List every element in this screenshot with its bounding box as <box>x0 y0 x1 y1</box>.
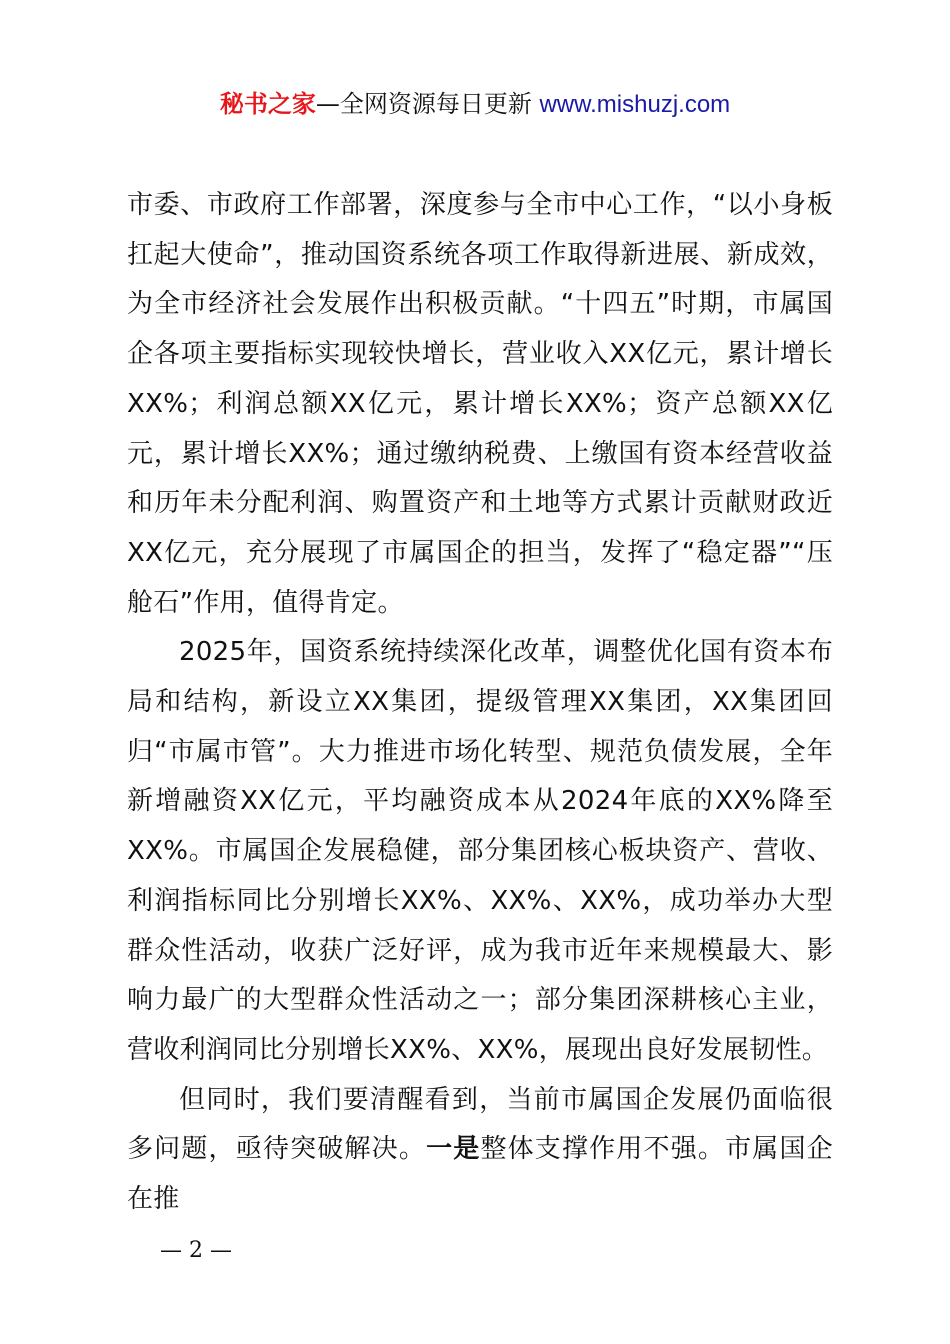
document-body <box>127 181 833 1225</box>
paragraph-1: 市委、市政府工作部署，深度参与全市中心工作，“以小身板扛起大使命”，推动国资系统各项工作取得新进展、新成效，为全市经济社会发展作出积极贡献。“十四五”时期，市属国企各项主要指标实现较快增长，营业收入XX亿元，累计增长XX%；利润总额XX亿元，累计增长XX%；资产总额XX亿元，累计增长XX%；通过缴纳税费、上缴国有资本经营收益和历年未分配利润、购置资产和土地等方式累计贡献财政近XX亿元，充分展现了市属国企的担当，发挥了“稳定器”“压舱石”作用，值得肯定。 <box>127 190 833 618</box>
paragraph-3-tail: 整体支撑作用不强。市属国企在推 <box>127 1134 833 1215</box>
header-url: www.mishuzj.com <box>539 91 731 118</box>
paragraph-3-emphasis: 一是 <box>426 1134 481 1165</box>
page-header <box>0 86 950 123</box>
paragraph-3-lead: 但同时，我们要清醒看到，当前市属国企发展仍面临很多问题，亟待突破解决。 <box>127 1084 833 1165</box>
header-tagline: —全网资源每日更新 <box>315 90 540 118</box>
paragraph-2: 2025年，国资系统持续深化改革，调整优化国有资本布局和结构，新设立XX集团，提级管理XX集团，XX集团回归“市属市管”。大力推进市场化转型、规范负债发展，全年新增融资XX亿元，平均融资成本从2024年底的XX%降至XX%。市属国企发展稳健，部分集团核心板块资产、营收、利润指标同比分别增长XX%、XX%、XX%，成功举办大型群众性活动，收获广泛好评，成为我市近年来规模最大、影响力最广的大型群众性活动之一；部分集团深耕核心主业，营收利润同比分别增长XX%、XX%，展现出良好发展韧性。 <box>127 637 833 1065</box>
header-brand: 秘书之家 <box>219 90 316 118</box>
page-number: — 2 — <box>160 1238 232 1263</box>
paragraph-3 <box>127 1076 833 1225</box>
